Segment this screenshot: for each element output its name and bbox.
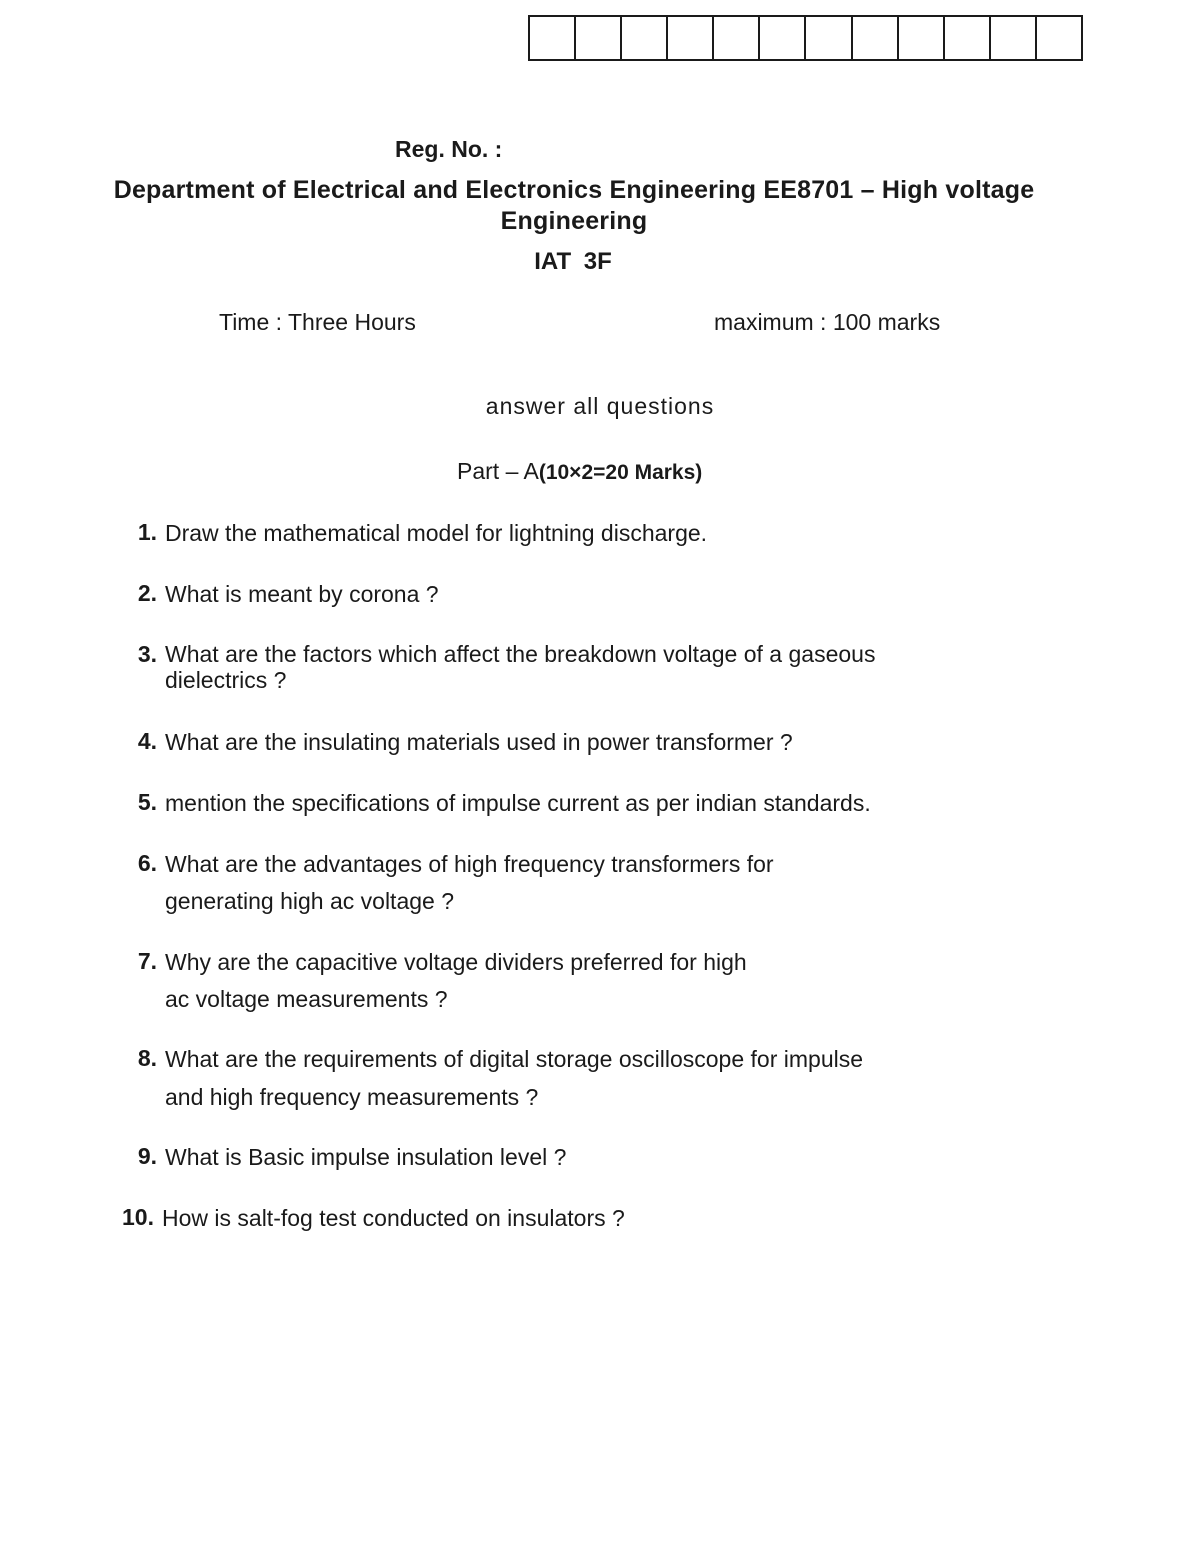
question-number: 2. — [137, 580, 157, 606]
question-item — [137, 580, 439, 608]
reg-digit-box[interactable] — [853, 17, 899, 59]
reg-digit-box[interactable] — [622, 17, 668, 59]
exam-code: IAT 3F — [534, 248, 612, 275]
question-item — [137, 519, 708, 547]
department-title: Department of Electrical and Electronics Engineering EE8701 – High voltage Engineering — [113, 176, 1035, 235]
question-number: 8. — [137, 1045, 157, 1071]
maximum-marks: maximum : 100 marks — [714, 309, 941, 335]
question-text: ac voltage measurements ? — [165, 986, 448, 1012]
question-text: generating high ac voltage ? — [165, 888, 454, 914]
reg-digit-box[interactable] — [576, 17, 622, 59]
question-text: mention the specifications of impulse current as per indian standards. — [165, 790, 871, 816]
question-item — [137, 641, 876, 693]
part-heading — [457, 458, 702, 485]
question-item — [137, 850, 774, 915]
question-text: What is meant by corona ? — [165, 581, 439, 607]
reg-digit-box[interactable] — [530, 17, 576, 59]
reg-digit-box[interactable] — [806, 17, 852, 59]
reg-digit-box[interactable] — [714, 17, 760, 59]
question-text: What is Basic impulse insulation level ? — [165, 1144, 567, 1170]
question-number: 7. — [137, 948, 157, 974]
reg-digit-box[interactable] — [899, 17, 945, 59]
reg-number-label: Reg. No. : — [395, 136, 503, 162]
question-text: How is salt-fog test conducted on insulators ? — [162, 1205, 625, 1231]
question-number: 4. — [137, 728, 157, 754]
question-text: Draw the mathematical model for lightning discharge. — [165, 520, 708, 546]
reg-digit-box[interactable] — [1037, 17, 1081, 59]
question-text: What are the requirements of digital storage oscilloscope for impulse — [165, 1046, 864, 1072]
question-text: What are the insulating materials used in power transformer ? — [165, 729, 793, 755]
question-text: What are the factors which affect the breakdown voltage of a gaseous — [165, 641, 876, 667]
reg-digit-box[interactable] — [991, 17, 1037, 59]
question-item — [137, 948, 747, 1013]
part-label: Part – A — [457, 458, 539, 484]
reg-number-boxes[interactable] — [528, 15, 1083, 61]
instruction: answer all questions — [485, 393, 715, 419]
question-number: 9. — [137, 1143, 157, 1169]
question-item — [137, 1143, 567, 1171]
question-text: What are the advantages of high frequency transformers for — [165, 851, 774, 877]
question-item — [137, 789, 871, 817]
question-number: 10. — [122, 1204, 154, 1230]
question-number: 6. — [137, 850, 157, 876]
reg-digit-box[interactable] — [760, 17, 806, 59]
reg-digit-box[interactable] — [668, 17, 714, 59]
question-number: 3. — [137, 641, 157, 667]
question-item — [122, 1204, 625, 1232]
question-item — [137, 728, 793, 756]
question-number: 5. — [137, 789, 157, 815]
question-text: Why are the capacitive voltage dividers preferred for high — [165, 949, 747, 975]
question-text: dielectrics ? — [165, 667, 287, 693]
question-number: 1. — [137, 519, 157, 545]
reg-digit-box[interactable] — [945, 17, 991, 59]
question-item — [137, 1045, 864, 1111]
time-allowed: Time : Three Hours — [219, 309, 416, 335]
part-marks: (10×2=20 Marks) — [538, 461, 703, 484]
question-text: and high frequency measurements ? — [165, 1084, 539, 1110]
